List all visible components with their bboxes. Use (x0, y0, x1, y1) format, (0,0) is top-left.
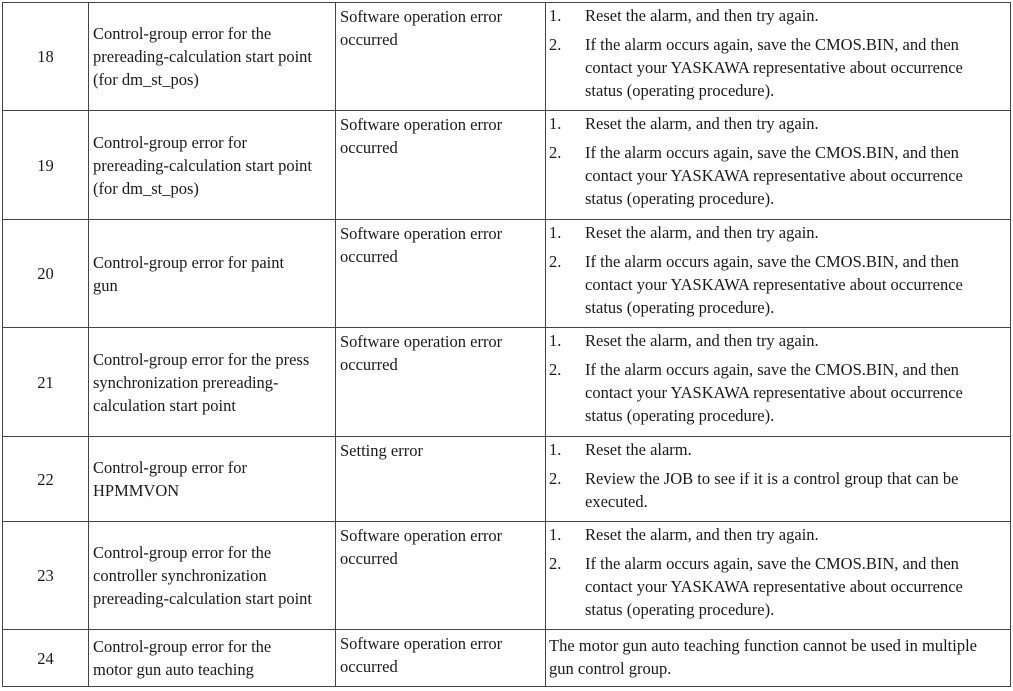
remedy-cell (546, 437, 1011, 522)
step-number: 1. (549, 525, 562, 544)
description-line: prereading-calculation start point (93, 47, 312, 66)
remedy-step (549, 438, 1004, 461)
table-row (3, 220, 1011, 328)
step-text: Review the JOB to see if it is a control group that can be executed. (585, 469, 959, 511)
description-cell (89, 3, 336, 111)
alarm-number-cell: 19 (3, 111, 89, 220)
description-line: motor gun auto teaching (93, 660, 254, 679)
step-text: If the alarm occurs again, save the CMOS.BIN, and then contact your YASKAWA representative about occurrence status (operating procedure). (585, 360, 963, 425)
description-cell (89, 328, 336, 437)
step-text: If the alarm occurs again, save the CMOS.BIN, and then contact your YASKAWA representative about occurrence status (operating procedure). (585, 143, 963, 208)
table-row (3, 630, 1011, 687)
step-number: 1. (549, 223, 562, 242)
remedy-text: The motor gun auto teaching function cannot be used in multiple gun control group. (549, 636, 977, 678)
cause-line: Software operation error (340, 332, 503, 351)
step-number: 2. (549, 143, 562, 162)
remedy-steps (549, 4, 1004, 102)
step-text: Reset the alarm, and then try again. (585, 114, 819, 133)
description-line: gun (93, 275, 118, 295)
remedy-cell (546, 111, 1011, 220)
cause-line: occurred (340, 355, 398, 374)
alarm-number-cell: 23 (3, 522, 89, 630)
cause-cell (336, 437, 546, 522)
alarm-table (2, 2, 1011, 687)
table-row (3, 437, 1011, 522)
description-line: Control-group error for (93, 132, 247, 152)
table-row (3, 328, 1011, 437)
description-line: Control-group error for the (93, 637, 272, 656)
remedy-step (549, 221, 1004, 244)
description-line: prereading-calculation start point (93, 155, 312, 175)
remedy-step (549, 467, 1004, 513)
table-row (3, 522, 1011, 630)
remedy-step (549, 33, 1004, 102)
alarm-number-cell: 22 (3, 437, 89, 522)
step-text: Reset the alarm, and then try again. (585, 223, 819, 242)
step-number: 2. (549, 554, 562, 573)
description-cell (89, 522, 336, 630)
cause-line: occurred (340, 657, 398, 676)
step-text: Reset the alarm, and then try again. (585, 525, 819, 544)
description-line: (for dm_st_pos) (93, 178, 199, 198)
description-line: calculation start point (93, 395, 236, 415)
description-line: Control-group error for the press (93, 349, 310, 369)
remedy-steps (549, 221, 1004, 319)
cause-cell (336, 3, 546, 111)
step-text: Reset the alarm, and then try again. (585, 331, 819, 350)
cause-line: Setting error (340, 441, 423, 460)
remedy-step (549, 4, 1004, 27)
description-line: (for dm_st_pos) (93, 70, 199, 89)
remedy-step (549, 141, 1004, 210)
description-line: prereading-calculation start point (93, 589, 312, 608)
description-line: Control-group error for paint (93, 252, 285, 272)
step-number: 1. (549, 114, 562, 133)
table-row (3, 3, 1011, 111)
description-cell (89, 220, 336, 328)
description-cell (89, 437, 336, 522)
remedy-steps (549, 438, 1004, 513)
alarm-table-body (3, 3, 1011, 687)
step-number: 2. (549, 35, 562, 54)
cause-cell (336, 630, 546, 687)
description-cell (89, 630, 336, 687)
description-line: Control-group error for the (93, 24, 272, 43)
remedy-steps (549, 112, 1004, 210)
description-cell (89, 111, 336, 220)
cause-cell (336, 111, 546, 220)
remedy-step (549, 358, 1004, 427)
step-text: If the alarm occurs again, save the CMOS.BIN, and then contact your YASKAWA representative about occurrence status (operating procedure). (585, 35, 963, 100)
description-line: controller synchronization (93, 566, 267, 585)
table-row (3, 111, 1011, 220)
description-line: Control-group error for (93, 458, 247, 477)
alarm-number-cell: 20 (3, 220, 89, 328)
remedy-step (549, 523, 1004, 546)
alarm-number-cell: 24 (3, 630, 89, 687)
remedy-steps (549, 329, 1004, 427)
step-text: Reset the alarm, and then try again. (585, 6, 819, 25)
description-line: HPMMVON (93, 481, 180, 500)
step-text: If the alarm occurs again, save the CMOS.BIN, and then contact your YASKAWA representative about occurrence status (operating procedure). (585, 252, 963, 317)
alarm-number-cell: 18 (3, 3, 89, 111)
cause-line: Software operation error (340, 526, 503, 545)
description-line: synchronization prereading- (93, 372, 279, 392)
cause-cell (336, 522, 546, 630)
remedy-cell (546, 630, 1011, 687)
cause-line: Software operation error (340, 224, 503, 243)
alarm-number-cell: 21 (3, 328, 89, 437)
cause-cell (336, 220, 546, 328)
remedy-step (549, 329, 1004, 352)
cause-line: occurred (340, 30, 398, 49)
remedy-cell (546, 328, 1011, 437)
remedy-step (549, 250, 1004, 319)
step-number: 1. (549, 440, 562, 459)
remedy-steps (549, 523, 1004, 621)
cause-line: Software operation error (340, 634, 503, 653)
remedy-cell (546, 3, 1011, 111)
step-number: 1. (549, 331, 562, 350)
step-text: Reset the alarm. (585, 440, 692, 459)
cause-line: Software operation error (340, 115, 503, 134)
step-number: 2. (549, 469, 562, 488)
step-number: 1. (549, 6, 562, 25)
remedy-step (549, 112, 1004, 135)
remedy-step (549, 552, 1004, 621)
remedy-cell (546, 220, 1011, 328)
cause-line: Software operation error (340, 7, 503, 26)
remedy-cell (546, 522, 1011, 630)
step-number: 2. (549, 252, 562, 271)
step-number: 2. (549, 360, 562, 379)
cause-line: occurred (340, 549, 398, 568)
cause-line: occurred (340, 138, 398, 157)
cause-line: occurred (340, 247, 398, 266)
step-text: If the alarm occurs again, save the CMOS.BIN, and then contact your YASKAWA representative about occurrence status (operating procedure). (585, 554, 963, 619)
description-line: Control-group error for the (93, 543, 272, 562)
cause-cell (336, 328, 546, 437)
